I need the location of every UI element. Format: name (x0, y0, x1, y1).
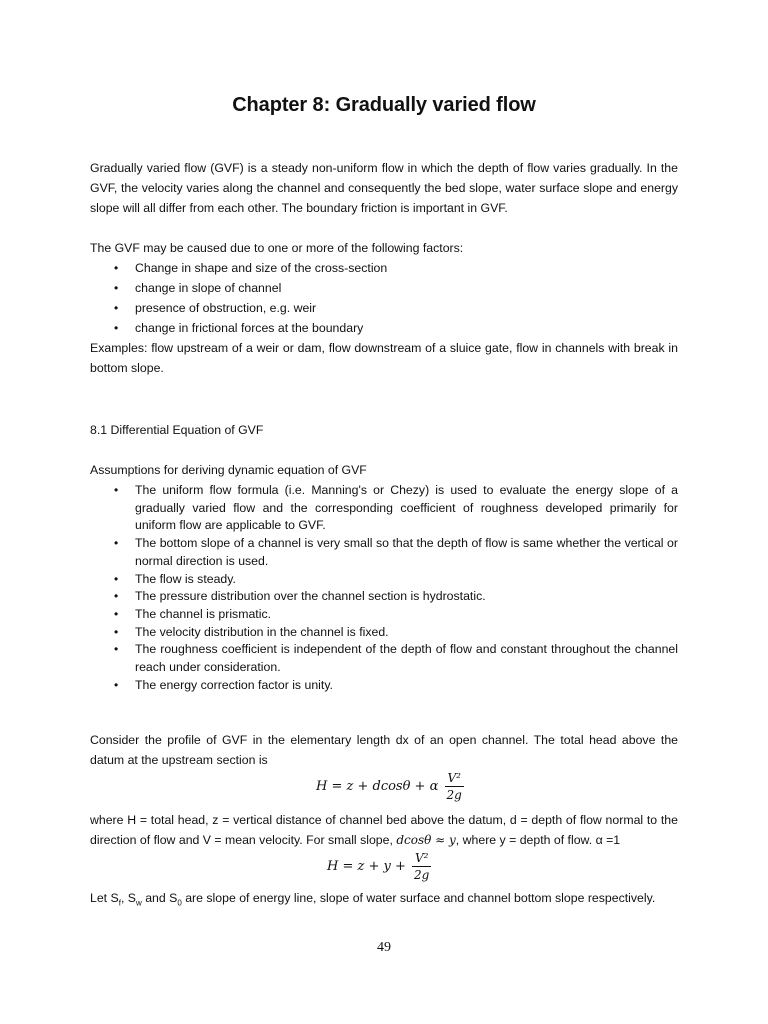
fraction-numerator: V² (414, 851, 429, 865)
small-slope-approximation: dcosθ ≈ y (396, 833, 456, 847)
list-item: • change in frictional forces at the boundary (90, 318, 678, 338)
slopes-text: , S (120, 891, 136, 905)
equation-lhs: H = z + dcosθ + α (316, 779, 439, 794)
list-item: • The roughness coefficient is independent of the depth of flow and constant throughout the channel reach under consideration. (90, 641, 678, 676)
list-item: • change in slope of channel (90, 278, 678, 298)
equation-total-head-small-slope (327, 850, 431, 883)
slopes-text: are slope of energy line, slope of water surface and channel bottom slope respectively. (181, 891, 656, 905)
list-item: • The flow is steady. (90, 571, 678, 589)
causes-intro: The GVF may be caused due to one or more of the following factors: (90, 241, 464, 255)
subscript-w: w (136, 898, 142, 908)
examples-paragraph: Examples: flow upstream of a weir or dam, flow downstream of a sluice gate, flow in channels with break in bottom slope. (90, 341, 678, 375)
fraction-denominator: 2g (446, 788, 462, 802)
fraction-denominator: 2g (414, 868, 430, 882)
section-heading: 8.1 Differential Equation of GVF (90, 423, 264, 437)
slopes-definition (90, 888, 678, 908)
equation-total-head (316, 770, 464, 803)
list-item: • presence of obstruction, e.g. weir (90, 298, 678, 318)
list-item: • The bottom slope of a channel is very small so that the depth of flow is same whether the vertical or normal direction is used. (90, 535, 678, 570)
equation-lhs: H = z + y + (327, 859, 406, 874)
slopes-text: and S (141, 891, 178, 905)
list-item: • The velocity distribution in the channel is fixed. (90, 624, 678, 642)
subscript-f: f (118, 898, 121, 908)
assumptions-list (90, 482, 678, 694)
list-item: • The channel is prismatic. (90, 606, 678, 624)
where-text: where H = total head, z = vertical distance of channel bed above the datum, d = depth of flow normal to the direction of flow and V = mean velocity. For small slope, (90, 813, 678, 847)
consider-paragraph: Consider the profile of GVF in the elementary length dx of an open channel. The total head above the datum at the upstream section is (90, 733, 678, 767)
subscript-0: 0 (177, 898, 182, 908)
velocity-head-fraction (445, 770, 464, 803)
fraction-numerator: V² (447, 771, 461, 785)
where-text-end: , where y = depth of flow. α =1 (455, 833, 621, 847)
causes-block (90, 238, 678, 378)
list-item: • Change in shape and size of the cross-section (90, 258, 678, 278)
causes-list (90, 258, 678, 338)
list-item: • The energy correction factor is unity. (90, 677, 678, 695)
intro-paragraph: Gradually varied flow (GVF) is a steady non-uniform flow in which the depth of flow varies gradually. In the GVF, the velocity varies along the channel and consequently the bed slope, water surface slope and energy slope will all differ from each other. The boundary friction is important in GVF. (90, 161, 678, 215)
velocity-head-fraction (412, 850, 431, 883)
page-number: 49 (377, 940, 391, 955)
where-paragraph (90, 810, 678, 850)
slopes-text: Let S (90, 891, 119, 905)
list-item: • The uniform flow formula (i.e. Manning's or Chezy) is used to evaluate the energy slope of a gradually varied flow and the corresponding coefficient of roughness developed primarily for uniform flow are applicable to GVF. (90, 482, 678, 535)
chapter-title: Chapter 8: Gradually varied flow (232, 94, 536, 116)
list-item: • The pressure distribution over the channel section is hydrostatic. (90, 588, 678, 606)
assumptions-intro: Assumptions for deriving dynamic equation of GVF (90, 463, 367, 477)
